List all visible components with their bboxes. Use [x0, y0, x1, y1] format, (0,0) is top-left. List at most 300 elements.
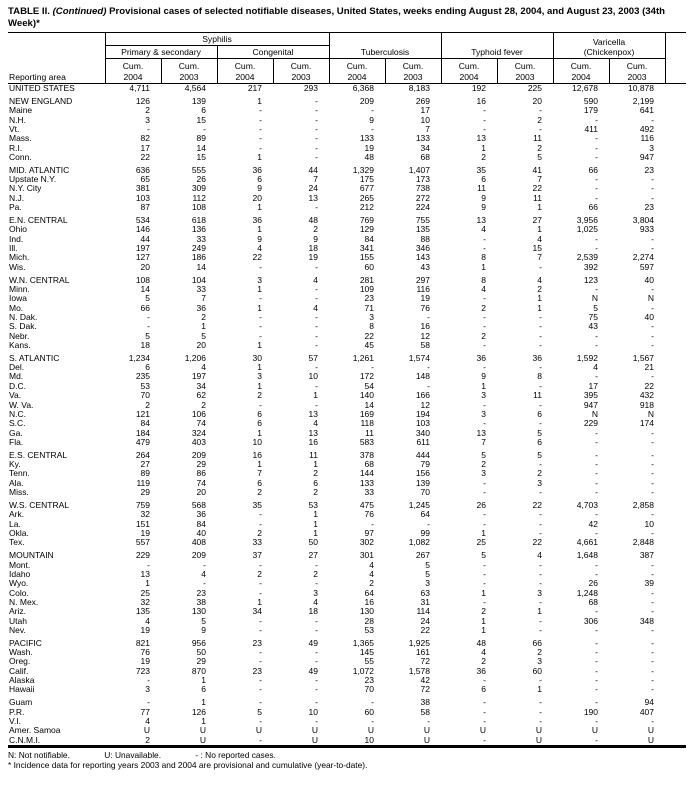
area-cell: Tenn. — [9, 469, 30, 479]
table-row — [8, 363, 686, 372]
table-row — [8, 253, 686, 262]
value-cell: 68 — [588, 597, 598, 607]
cum-2004-header: Cum. 2004 — [329, 59, 385, 84]
value-cell: - — [651, 234, 655, 244]
value-cell: - — [651, 638, 655, 648]
cum-2003-header: Cum. 2003 — [273, 59, 329, 84]
value-cell: - — [595, 735, 598, 745]
value-cell: 5 — [593, 303, 598, 313]
area-cell: Va. — [9, 391, 22, 401]
value-cell: 918 — [639, 400, 655, 410]
value-cell: 192 — [471, 83, 486, 93]
varicella-label-line1: Varicella — [592, 37, 626, 47]
value-cell: - — [595, 184, 598, 194]
value-cell: 4,661 — [576, 538, 598, 548]
value-cell: 492 — [639, 124, 655, 134]
value-cell: 947 — [639, 152, 655, 162]
value-cell: 2,539 — [576, 253, 598, 263]
table-row — [8, 419, 686, 428]
value-cell: 5 — [481, 551, 486, 561]
header-filler — [665, 33, 686, 84]
value-cell: - — [539, 560, 542, 570]
value-cell: 20 — [196, 488, 206, 498]
value-cell: - — [595, 607, 598, 617]
value-cell: 64 — [420, 510, 430, 520]
value-cell: - — [315, 152, 318, 162]
value-cell: 2,858 — [632, 500, 655, 510]
value-cell: - — [315, 284, 318, 294]
area-cell: Colo. — [9, 588, 29, 598]
value-cell: 99 — [420, 528, 430, 538]
value-cell: - — [539, 340, 542, 350]
table-row — [8, 322, 686, 331]
value-cell: - — [651, 450, 655, 460]
value-cell: 1 — [313, 510, 318, 520]
provisional-note: * Incidence data for reporting years 2003 and 2004 are provisional and cumulative (year-to-date). — [8, 760, 368, 771]
value-cell: - — [651, 175, 655, 185]
area-cell: N.Y. City — [9, 184, 42, 194]
area-cell: PACIFIC — [9, 638, 42, 648]
value-cell: 104 — [191, 275, 206, 285]
area-cell: Calif. — [9, 666, 29, 676]
value-cell: U — [423, 726, 430, 736]
value-cell: - — [315, 134, 318, 144]
value-cell: 302 — [359, 538, 374, 548]
value-cell: 5 — [425, 569, 430, 579]
value-cell: 40 — [644, 275, 655, 285]
value-cell: 1,578 — [408, 666, 430, 676]
value-cell: - — [595, 478, 598, 488]
value-cell: - — [315, 262, 318, 272]
header-cum-row — [8, 59, 686, 84]
value-cell: 36 — [476, 666, 486, 676]
value-cell: - — [651, 428, 655, 438]
value-cell: 135 — [135, 607, 150, 617]
value-cell: 13 — [308, 428, 318, 438]
value-cell: 1 — [481, 616, 486, 626]
value-cell: U — [199, 735, 206, 745]
area-cell: Wash. — [9, 648, 33, 658]
value-cell: - — [259, 262, 262, 272]
table-row — [8, 175, 686, 184]
value-cell: 7 — [481, 437, 486, 447]
area-cell: S. Dak. — [9, 322, 37, 332]
value-cell: - — [371, 363, 374, 373]
table-row — [8, 304, 686, 313]
value-cell: 1,206 — [184, 353, 206, 363]
filler-cell — [665, 285, 686, 294]
table-row — [8, 676, 686, 685]
value-cell: - — [595, 437, 598, 447]
value-cell: 5 — [201, 616, 206, 626]
filler-cell — [665, 429, 686, 438]
value-cell: 36 — [532, 353, 542, 363]
value-cell: - — [259, 115, 262, 125]
value-cell: 6 — [481, 685, 486, 695]
value-cell: - — [595, 143, 598, 153]
value-cell: 1,925 — [408, 638, 430, 648]
value-cell: - — [539, 698, 542, 708]
legend-unavailable: U: Unavailable. — [104, 750, 162, 761]
value-cell: - — [315, 717, 318, 726]
value-cell: 130 — [359, 607, 374, 617]
value-cell: 5 — [537, 450, 542, 460]
table-row — [8, 354, 686, 363]
value-cell: 6,368 — [352, 83, 374, 93]
area-cell: MOUNTAIN — [9, 551, 54, 561]
value-cell: 2 — [257, 569, 262, 579]
value-cell: - — [539, 569, 542, 579]
value-cell: U — [143, 726, 150, 736]
value-cell: 3 — [537, 478, 542, 488]
value-cell: - — [651, 597, 655, 607]
value-cell: 432 — [639, 391, 655, 401]
value-cell: 184 — [135, 428, 150, 438]
value-cell: 70 — [364, 685, 374, 695]
value-cell: - — [651, 657, 655, 667]
cum-2003-header: Cum. 2003 — [609, 59, 665, 84]
filler-cell — [665, 194, 686, 203]
value-cell: - — [539, 519, 542, 529]
area-cell: Pa. — [9, 203, 22, 213]
filler-cell — [665, 617, 686, 626]
value-cell: 139 — [415, 478, 430, 488]
value-cell: 4,711 — [129, 83, 150, 93]
value-cell: 161 — [415, 648, 430, 658]
value-cell: - — [539, 322, 542, 332]
value-cell: 4 — [481, 648, 486, 658]
value-cell: 126 — [191, 707, 206, 717]
value-cell: 79 — [420, 460, 430, 470]
value-cell: 108 — [135, 275, 150, 285]
filler-cell — [665, 372, 686, 381]
value-cell: 49 — [308, 638, 318, 648]
filler-cell — [665, 144, 686, 153]
value-cell: 7 — [313, 175, 318, 185]
value-cell: - — [483, 597, 486, 607]
value-cell: 235 — [135, 372, 150, 382]
value-cell: 8 — [369, 322, 374, 332]
table-title — [8, 6, 684, 29]
table-row — [8, 529, 686, 538]
value-cell: 190 — [583, 707, 598, 717]
value-cell: - — [315, 560, 318, 570]
filler-cell — [665, 551, 686, 560]
value-cell: 2,274 — [632, 253, 655, 263]
value-cell: 108 — [191, 203, 206, 213]
value-cell: 63 — [420, 588, 430, 598]
value-cell: 2 — [313, 469, 318, 479]
value-cell: 31 — [420, 597, 430, 607]
value-cell: 87 — [140, 203, 150, 213]
value-cell: 9 — [201, 625, 206, 635]
value-cell: 77 — [140, 707, 150, 717]
value-cell: - — [595, 717, 598, 726]
value-cell: - — [483, 124, 486, 134]
value-cell: 25 — [140, 588, 150, 598]
value-cell: 194 — [415, 409, 430, 419]
value-cell: 407 — [639, 707, 655, 717]
value-cell: 14 — [140, 284, 150, 294]
value-cell: 2 — [481, 657, 486, 667]
value-cell: - — [315, 400, 318, 410]
value-cell: 1 — [257, 284, 262, 294]
value-cell: 34 — [252, 607, 262, 617]
filler-cell — [665, 726, 686, 735]
value-cell: 97 — [364, 528, 374, 538]
value-cell: 2 — [257, 528, 262, 538]
value-cell: 281 — [359, 275, 374, 285]
area-cell: Ala. — [9, 478, 24, 488]
value-cell: - — [259, 560, 262, 570]
value-cell: 956 — [191, 638, 206, 648]
value-cell: 155 — [359, 253, 374, 263]
area-cell: MID. ATLANTIC — [9, 165, 70, 175]
value-cell: 27 — [140, 460, 150, 470]
value-cell: - — [259, 143, 262, 153]
value-cell: 18 — [140, 340, 150, 350]
value-cell: 50 — [196, 648, 206, 658]
filler-cell — [665, 294, 686, 303]
value-cell: 557 — [135, 538, 150, 548]
value-cell: - — [651, 510, 655, 520]
value-cell: 4 — [537, 234, 542, 244]
value-cell: - — [651, 322, 655, 332]
table-title-prefix: TABLE II. — [8, 6, 50, 17]
value-cell: - — [651, 340, 655, 350]
table-row — [8, 84, 686, 94]
area-cell: Nebr. — [9, 331, 30, 341]
value-cell: 84 — [140, 419, 150, 429]
value-cell: 49 — [308, 666, 318, 676]
value-cell: 14 — [364, 400, 374, 410]
table-title-continued: (Continued) — [52, 6, 107, 17]
value-cell: 10,878 — [628, 83, 655, 93]
value-cell: - — [315, 96, 318, 106]
value-cell: 1 — [257, 303, 262, 313]
value-cell: 7 — [425, 124, 430, 134]
value-cell: 6 — [201, 685, 206, 695]
area-cell: Ohio — [9, 225, 27, 235]
value-cell: U — [423, 735, 430, 745]
value-cell: - — [427, 381, 430, 391]
value-cell: - — [539, 460, 542, 470]
value-cell: 2 — [369, 579, 374, 589]
value-cell: 9 — [481, 203, 486, 213]
value-cell: 16 — [364, 597, 374, 607]
filler-cell — [665, 451, 686, 460]
value-cell: 75 — [588, 312, 598, 322]
value-cell: 174 — [639, 419, 655, 429]
value-cell: 112 — [192, 193, 206, 203]
value-cell: 20 — [252, 193, 262, 203]
value-cell: 4 — [313, 419, 318, 429]
filler-cell — [665, 570, 686, 579]
value-cell: 17 — [588, 381, 598, 391]
table-row — [8, 648, 686, 657]
value-cell: 17 — [420, 106, 430, 116]
value-cell: 68 — [420, 152, 430, 162]
area-cell: Nev. — [9, 625, 26, 635]
area-cell: Iowa — [9, 294, 27, 304]
value-cell: - — [651, 331, 655, 341]
value-cell: 40 — [196, 528, 206, 538]
value-cell: 1 — [537, 685, 542, 695]
value-cell: 19 — [364, 143, 374, 153]
value-cell: 3,804 — [632, 215, 655, 225]
value-cell: 22 — [532, 184, 542, 194]
value-cell: 116 — [416, 284, 430, 294]
value-cell: 723 — [135, 666, 150, 676]
value-cell: - — [259, 717, 262, 726]
value-cell: 29 — [196, 460, 206, 470]
area-cell: Mass. — [9, 134, 32, 144]
area-cell: Tex. — [9, 538, 25, 548]
value-cell: 16 — [420, 322, 430, 332]
cum-2004-header: Cum. 2004 — [553, 59, 609, 84]
value-cell: 1 — [537, 294, 542, 304]
value-cell: - — [259, 625, 262, 635]
area-cell: N.C. — [9, 409, 26, 419]
area-cell: S.C. — [9, 419, 26, 429]
value-cell: 70 — [140, 391, 150, 401]
value-cell: - — [539, 625, 542, 635]
value-cell: - — [595, 488, 598, 498]
table-row — [8, 429, 686, 438]
value-cell: 23 — [196, 588, 206, 598]
value-cell: - — [259, 616, 262, 626]
value-cell: 346 — [415, 244, 430, 253]
value-cell: 5 — [201, 331, 206, 341]
value-cell: 1 — [537, 203, 542, 213]
value-cell: 2 — [145, 400, 150, 410]
value-cell: - — [315, 648, 318, 658]
value-cell: 1 — [257, 597, 262, 607]
cum-2004-header: Cum. 2004 — [441, 59, 497, 84]
value-cell: 5 — [481, 450, 486, 460]
value-cell: 106 — [191, 409, 206, 419]
value-cell: - — [203, 124, 206, 134]
cum-2003-header: Cum. 2003 — [161, 59, 217, 84]
value-cell: 151 — [135, 519, 150, 529]
value-cell: 3 — [257, 275, 262, 285]
value-cell: 2 — [537, 115, 542, 125]
value-cell: 30 — [252, 353, 262, 363]
primary-secondary-subheader: Primary & secondary — [105, 46, 217, 59]
value-cell: - — [483, 698, 486, 708]
value-cell: - — [259, 588, 262, 598]
value-cell: - — [595, 193, 598, 203]
table-row — [8, 203, 686, 212]
value-cell: 20 — [532, 96, 542, 106]
value-cell: 35 — [476, 165, 486, 175]
value-cell: 4,564 — [184, 83, 206, 93]
area-cell: R.I. — [9, 143, 23, 153]
value-cell: 6 — [201, 106, 206, 116]
value-cell: 225 — [527, 83, 542, 93]
value-cell: 1 — [537, 607, 542, 617]
value-cell: 8,183 — [408, 83, 430, 93]
table-row — [8, 372, 686, 381]
value-cell: - — [483, 579, 486, 589]
value-cell: - — [427, 519, 430, 529]
value-cell: U — [479, 726, 486, 736]
value-cell: 197 — [191, 372, 206, 382]
value-cell: 64 — [364, 588, 374, 598]
value-cell: - — [315, 616, 318, 626]
value-cell: 224 — [415, 203, 430, 213]
value-cell: - — [371, 717, 374, 726]
value-cell: - — [259, 331, 262, 341]
value-cell: U — [647, 735, 655, 745]
value-cell: 140 — [359, 391, 374, 401]
area-cell: Wis. — [9, 262, 26, 272]
table-row — [8, 166, 686, 175]
value-cell: - — [595, 331, 598, 341]
value-cell: 1 — [257, 340, 262, 350]
table-row — [8, 469, 686, 478]
value-cell: 341 — [359, 244, 374, 253]
value-cell: 2,848 — [632, 538, 655, 548]
value-cell: 58 — [420, 340, 430, 350]
filler-cell — [665, 276, 686, 285]
area-cell: Ariz. — [9, 607, 26, 617]
value-cell: 15 — [196, 115, 206, 125]
table-row — [8, 106, 686, 115]
value-cell: 1 — [257, 381, 262, 391]
value-cell: 55 — [364, 657, 374, 667]
value-cell: 6 — [257, 175, 262, 185]
value-cell: 89 — [140, 469, 150, 479]
value-cell: 11 — [533, 391, 542, 401]
filler-cell — [665, 304, 686, 313]
area-cell: Wyo. — [9, 579, 29, 589]
value-cell: 4 — [537, 551, 542, 561]
filler-cell — [665, 419, 686, 428]
value-cell: 1,072 — [352, 666, 374, 676]
value-cell: - — [483, 294, 486, 304]
filler-cell — [665, 203, 686, 212]
value-cell: 48 — [476, 638, 486, 648]
value-cell: - — [651, 303, 655, 313]
value-cell: 348 — [639, 616, 655, 626]
value-cell: 76 — [140, 648, 150, 658]
value-cell: 38 — [196, 597, 206, 607]
value-cell: 169 — [359, 409, 374, 419]
value-cell: - — [539, 717, 542, 726]
value-cell: 50 — [308, 538, 318, 548]
value-cell: - — [483, 717, 486, 726]
value-cell: - — [147, 698, 150, 708]
table-row — [8, 216, 686, 225]
value-cell: 2 — [537, 284, 542, 294]
table-row — [8, 460, 686, 469]
table-row — [8, 589, 686, 598]
area-cell: Maine — [9, 106, 33, 116]
value-cell: 1,234 — [128, 353, 150, 363]
value-cell: 35 — [252, 500, 262, 510]
value-cell: U — [647, 726, 655, 736]
table-row — [8, 294, 686, 303]
value-cell: - — [651, 569, 655, 579]
value-cell: 11 — [533, 134, 542, 144]
value-cell: 19 — [308, 253, 318, 263]
value-cell: - — [595, 666, 598, 676]
filler-cell — [665, 134, 686, 143]
value-cell: 22 — [532, 500, 542, 510]
value-cell: - — [315, 203, 318, 213]
value-cell: 60 — [364, 707, 374, 717]
